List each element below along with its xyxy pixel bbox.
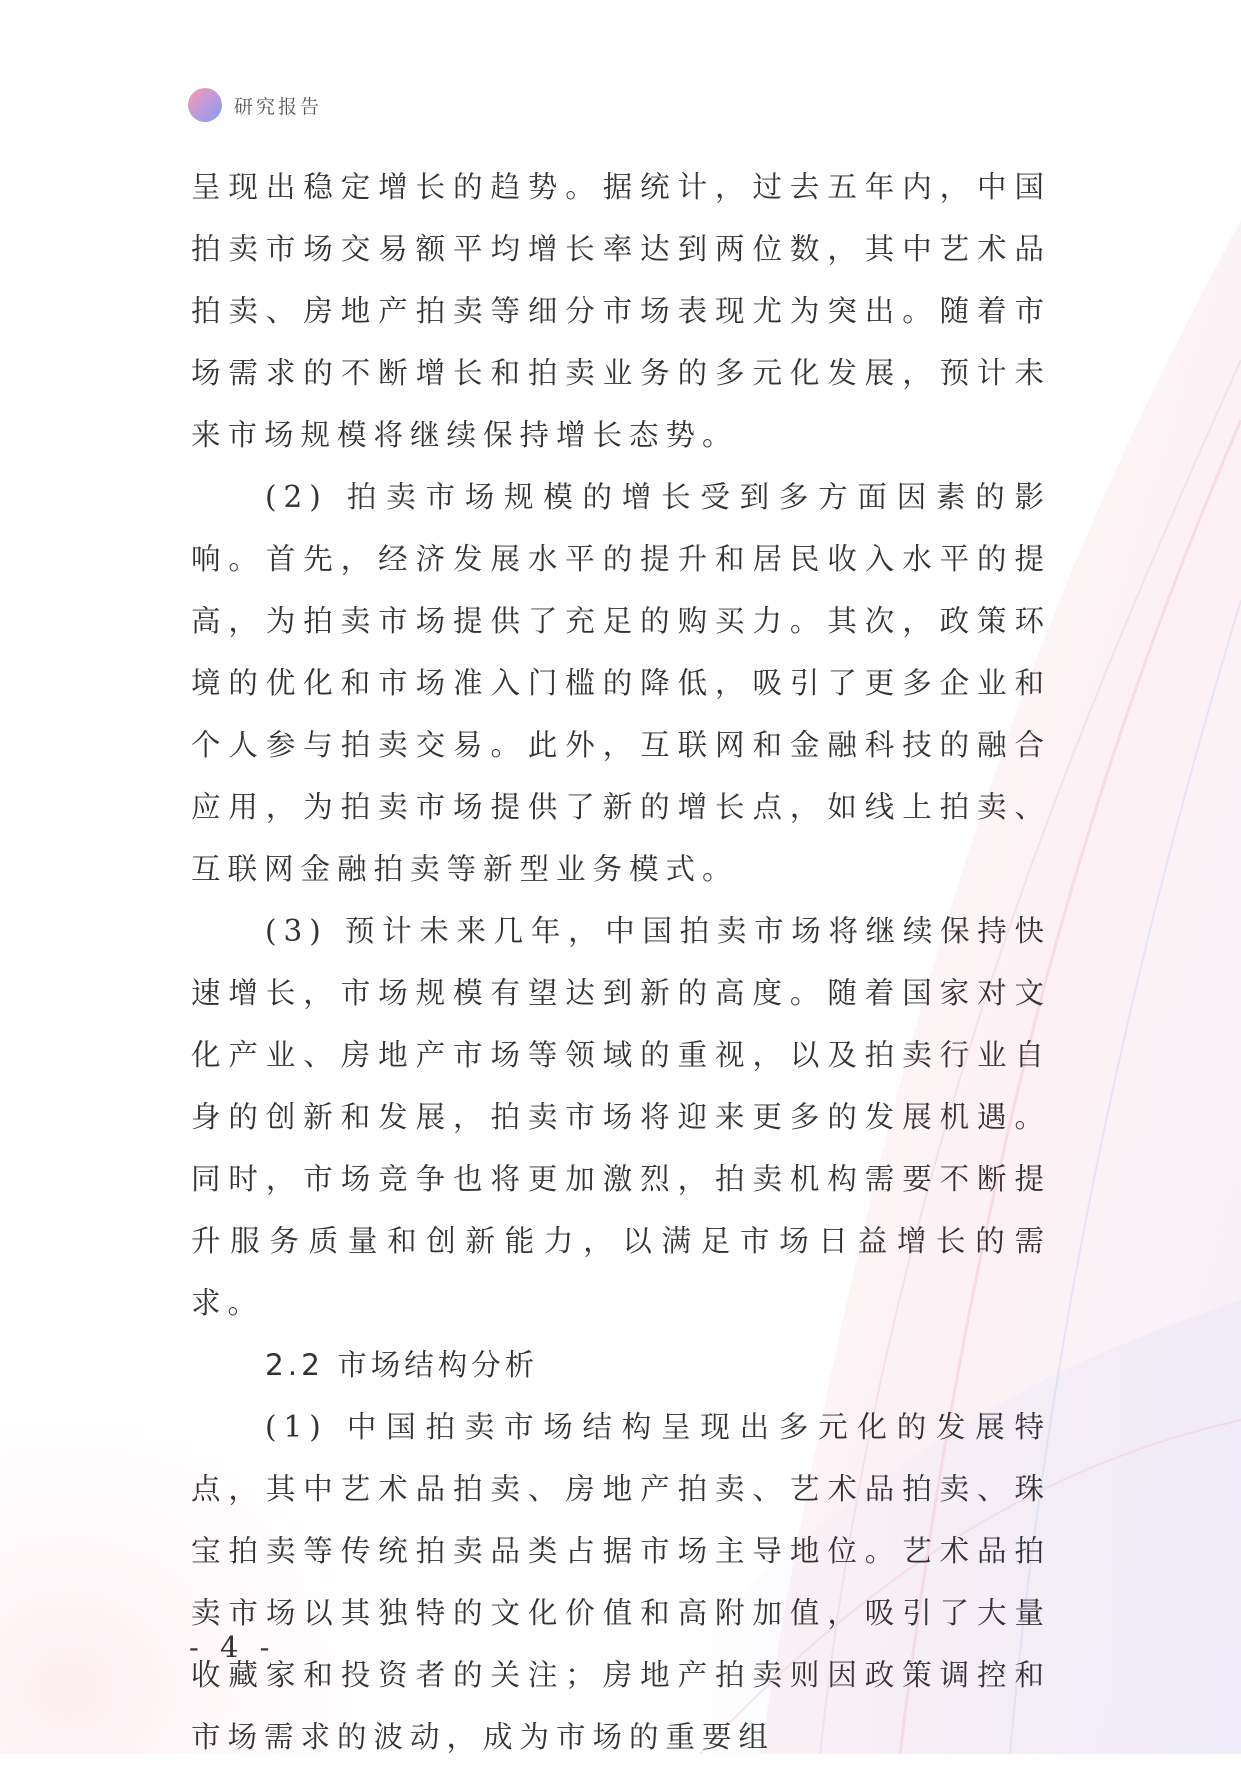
logo-circle-icon	[188, 88, 222, 122]
header-title: 研究报告	[234, 95, 323, 118]
paragraph-3: (3) 预计未来几年，中国拍卖市场将继续保持快速增长，市场规模有望达到新的高度。随着国家对文化产业、房地产市场等领域的重视，以及拍卖行业自身的创新和发展，拍卖市场将迎来更多的发展机遇。同时，市场竞争也将更加激烈，拍卖机构需要不断提升服务质量和创新能力，以满足市场日益增长的需求。	[191, 914, 1051, 1320]
page-header	[188, 88, 322, 122]
page-number: - 4 -	[189, 1630, 276, 1664]
paragraph-2: (2) 拍卖市场规模的增长受到多方面因素的影响。首先，经济发展水平的提升和居民收入水平的提高，为拍卖市场提供了充足的购买力。其次，政策环境的优化和市场准入门槛的降低，吸引了更多企业和个人参与拍卖交易。此外，互联网和金融科技的融合应用，为拍卖市场提供了新的增长点，如线上拍卖、互联网金融拍卖等新型业务模式。	[191, 480, 1051, 886]
paragraph-4: (1) 中国拍卖市场结构呈现出多元化的发展特点，其中艺术品拍卖、房地产拍卖、艺术品拍卖、珠宝拍卖等传统拍卖品类占据市场主导地位。艺术品拍卖市场以其独特的文化价值和高附加值，吸引了大量收藏家和投资者的关注；房地产拍卖则因政策调控和市场需求的波动，成为市场的重要组	[191, 1410, 1051, 1754]
body-content	[191, 156, 1051, 1768]
paragraph-continuation: 呈现出稳定增长的趋势。据统计，过去五年内，中国拍卖市场交易额平均增长率达到两位数，其中艺术品拍卖、房地产拍卖等细分市场表现尤为突出。随着市场需求的不断增长和拍卖业务的多元化发展，预计未来市场规模将继续保持增长态势。	[191, 170, 1051, 452]
section-heading: 2.2 市场结构分析	[265, 1348, 539, 1382]
